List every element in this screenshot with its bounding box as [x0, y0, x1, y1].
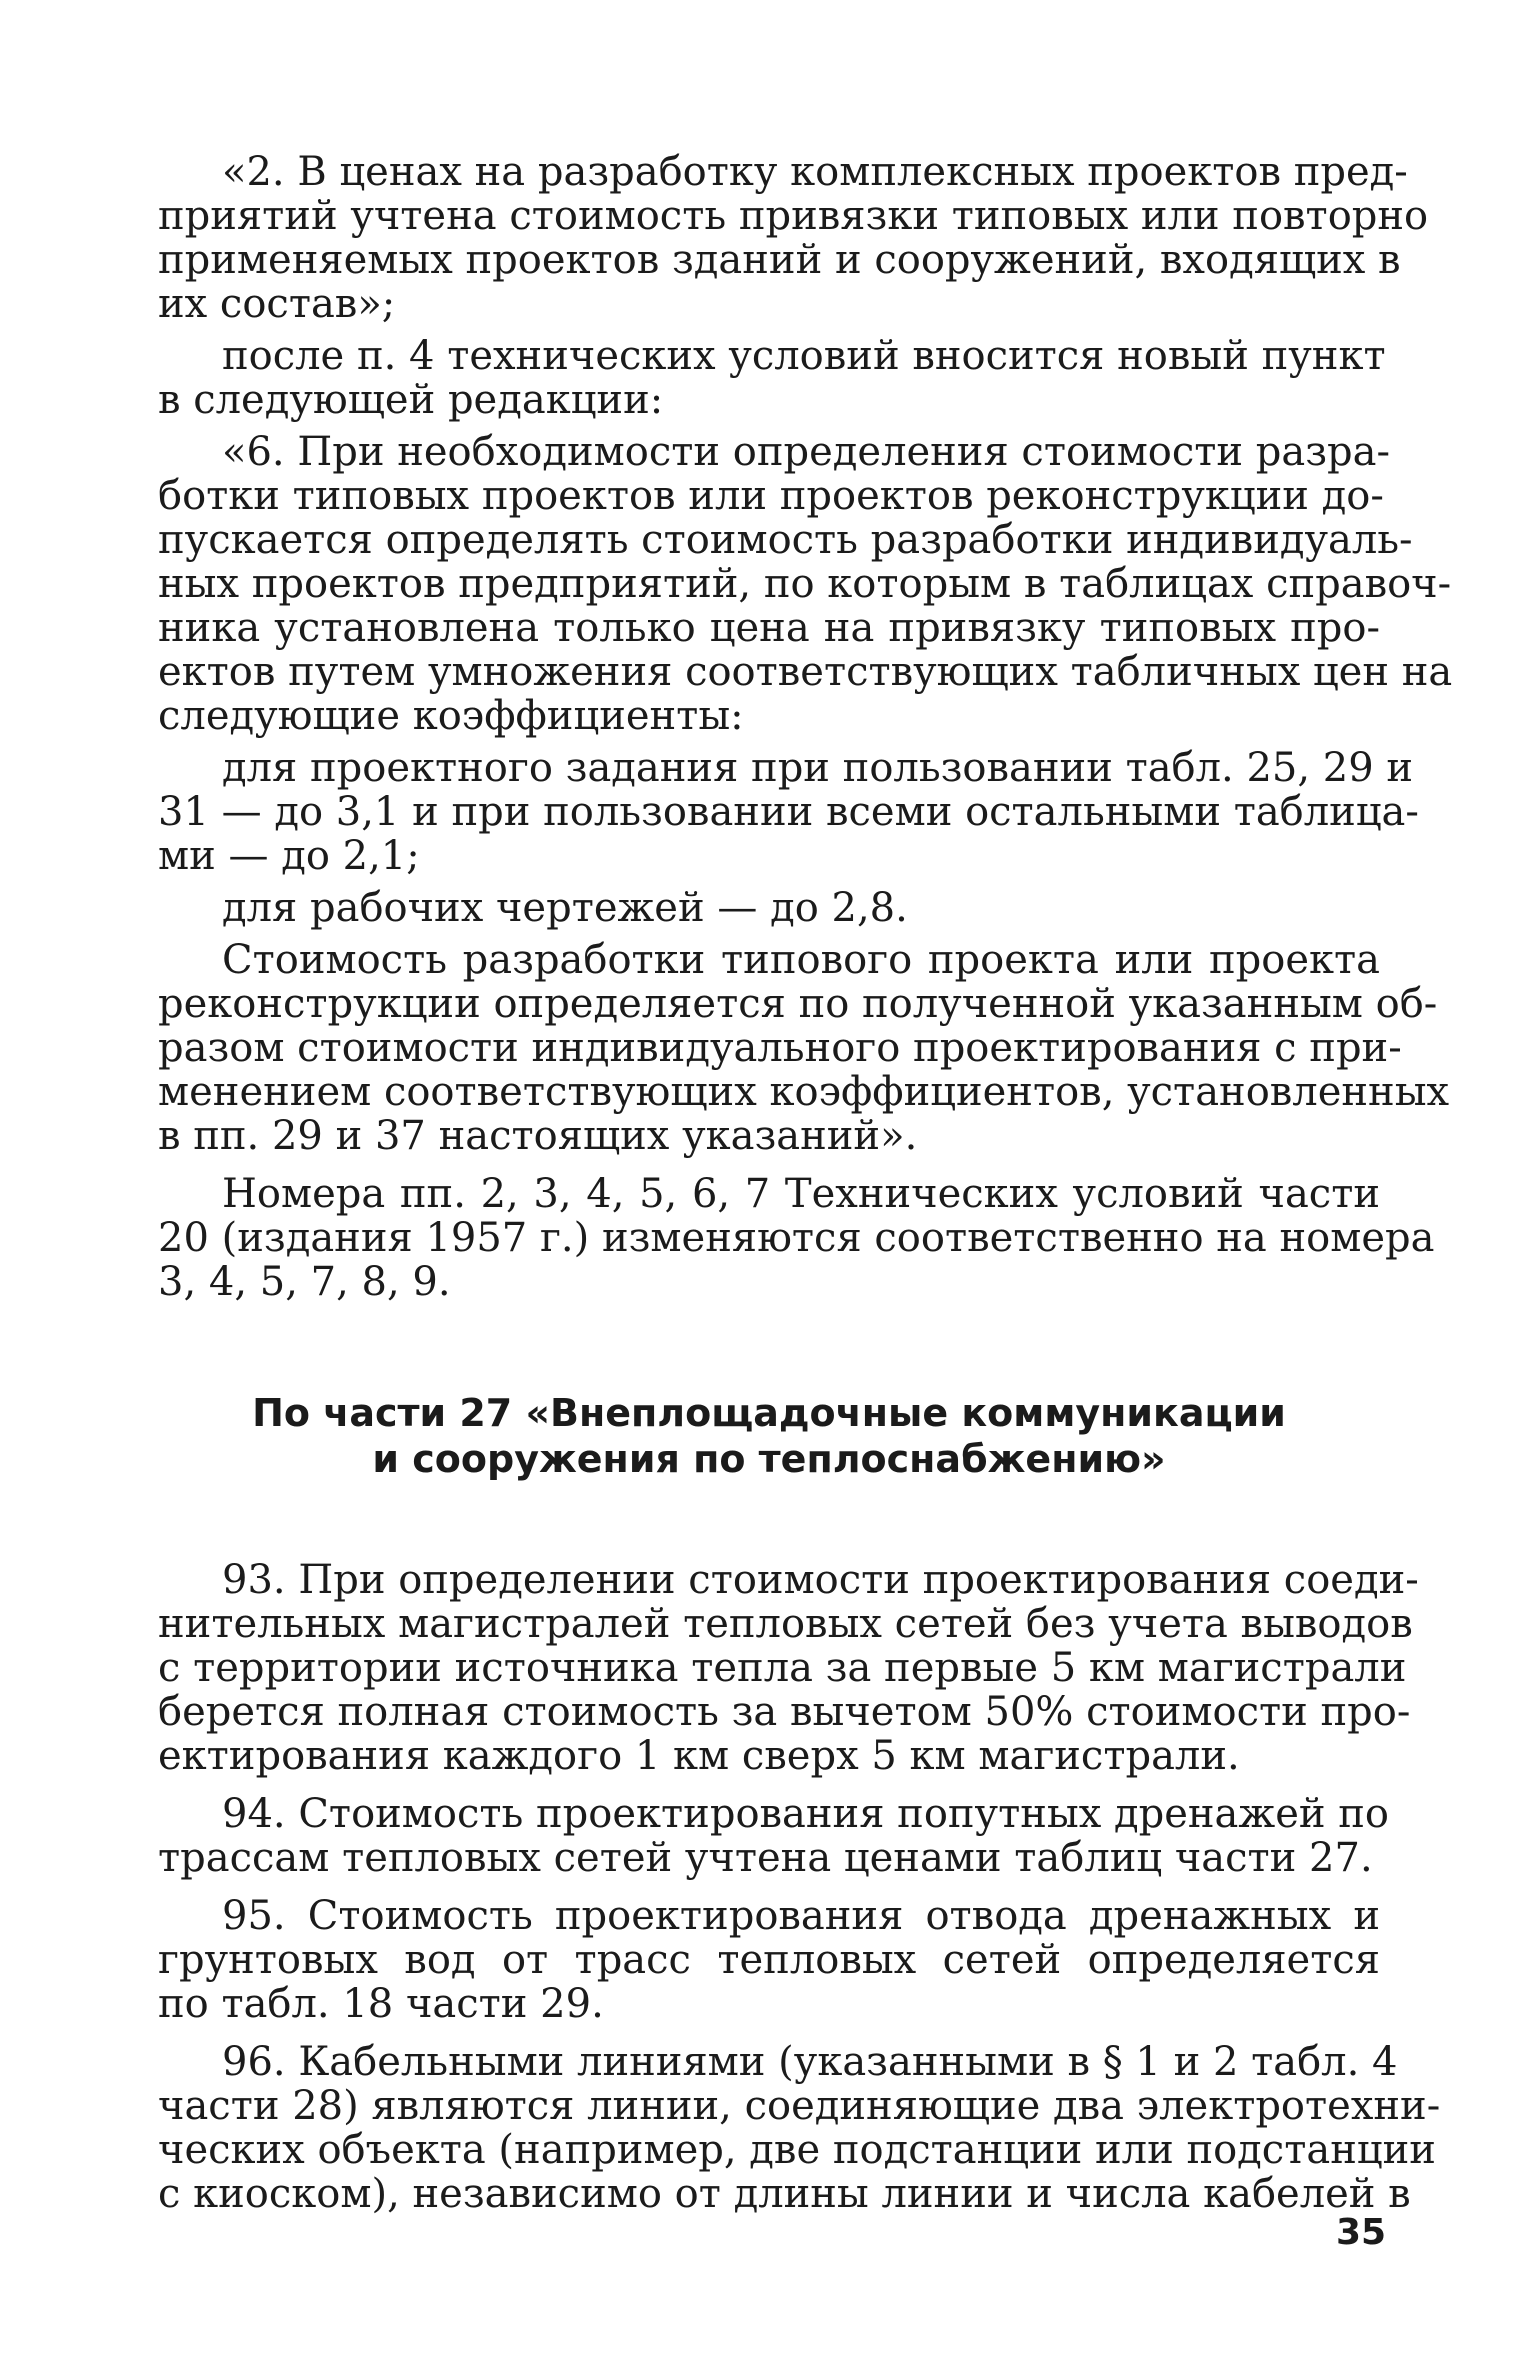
text-line: по табл. 18 части 29.: [158, 1981, 604, 2027]
text-line: ми — до 2,1;: [158, 833, 420, 879]
text-line: в пп. 29 и 37 настоящих указаний».: [158, 1113, 918, 1159]
text-line: с территории источника тепла за первые 5 км магистрали: [158, 1645, 1407, 1691]
text-line: в следующей редакции:: [158, 377, 664, 423]
text-line: грунтовых вод от трасс тепловых сетей определяется: [158, 1937, 1380, 1983]
paragraph-93: [158, 1557, 1419, 1779]
text-line: 95. Стоимость проектирования отвода дренажных и: [222, 1893, 1380, 1939]
document-page: [158, 149, 1453, 2217]
text-line: приятий учтена стоимость привязки типовых или повторно: [158, 193, 1429, 239]
text-line: 94. Стоимость проектирования попутных дренажей по: [222, 1791, 1389, 1837]
text-line: ческих объекта (например, две подстанции или подстанции: [158, 2127, 1436, 2173]
text-line: ботки типовых проектов или проектов реконструкции до-: [158, 473, 1384, 519]
paragraph-95: [158, 1894, 1380, 2026]
text-line: нительных магистралей тепловых сетей без учета выводов: [158, 1601, 1413, 1647]
text-line: пускается определять стоимость разработки индивидуаль-: [158, 517, 1413, 563]
text-line: 93. При определении стоимости проектирования соеди-: [222, 1557, 1419, 1603]
text-line: ектирования каждого 1 км сверх 5 км магистрали.: [158, 1733, 1240, 1779]
text-line: разом стоимости индивидуального проектирования с при-: [158, 1025, 1402, 1071]
paragraph-quote-6: [158, 429, 1453, 739]
text-line: 20 (издания 1957 г.) изменяются соответственно на номера: [158, 1215, 1435, 1261]
paragraph-quote-2: [158, 149, 1429, 327]
text-line: для рабочих чертежей — до 2,8.: [222, 885, 908, 931]
text-line: менением соответствующих коэффициентов, установленных: [158, 1069, 1450, 1115]
paragraph-renumbering: [158, 1171, 1435, 1305]
text-line: следующие коэффициенты:: [158, 693, 744, 739]
text-line: 31 — до 3,1 и при пользовании всеми остальными таблица-: [158, 789, 1419, 835]
text-line: Номера пп. 2, 3, 4, 5, 6, 7 Технических условий части: [222, 1171, 1380, 1217]
text-line: трассам тепловых сетей учтена ценами таблиц части 27.: [158, 1835, 1373, 1881]
paragraph-after-p4: [158, 333, 1386, 423]
paragraph-working-drawings: [158, 886, 1380, 930]
text-line: применяемых проектов зданий и сооружений, входящих в: [158, 237, 1401, 283]
text-line: части 28) являются линии, соединяющие два электротехни-: [158, 2083, 1441, 2129]
text-line: после п. 4 технических условий вносится новый пункт: [222, 333, 1386, 379]
paragraph-96: [158, 2039, 1441, 2217]
text-line: «2. В ценах на разработку комплексных проектов пред-: [222, 149, 1408, 195]
text-line: реконструкции определяется по полученной указанным об-: [158, 981, 1438, 1027]
text-line: для проектного задания при пользовании табл. 25, 29 и: [222, 745, 1414, 791]
text-line: 3, 4, 5, 7, 8, 9.: [158, 1259, 451, 1305]
text-line: ектов путем умножения соответствующих табличных цен на: [158, 649, 1453, 695]
heading-line: По части 27 «Внеплощадочные коммуникации: [252, 1391, 1286, 1435]
section-heading: [158, 1390, 1380, 1482]
paragraph-94: [158, 1791, 1389, 1881]
text-line: с киоском), независимо от длины линии и числа кабелей в: [158, 2171, 1411, 2217]
text-line: ных проектов предприятий, по которым в таблицах справоч-: [158, 561, 1452, 607]
text-line: 96. Кабельными линиями (указанными в § 1 и 2 табл. 4: [222, 2039, 1398, 2085]
heading-line: и сооружения по теплоснабжению»: [372, 1437, 1166, 1481]
text-line: их состав»;: [158, 281, 396, 327]
page-number: 35: [1336, 2212, 1387, 2253]
paragraph-project-task: [158, 745, 1419, 879]
paragraph-typical-project-cost: [158, 937, 1450, 1159]
text-line: «6. При необходимости определения стоимости разра-: [222, 429, 1391, 475]
text-line: берется полная стоимость за вычетом 50% стоимости про-: [158, 1689, 1411, 1735]
text-line: Стоимость разработки типового проекта или проекта: [222, 937, 1380, 983]
text-line: ника установлена только цена на привязку типовых про-: [158, 605, 1380, 651]
